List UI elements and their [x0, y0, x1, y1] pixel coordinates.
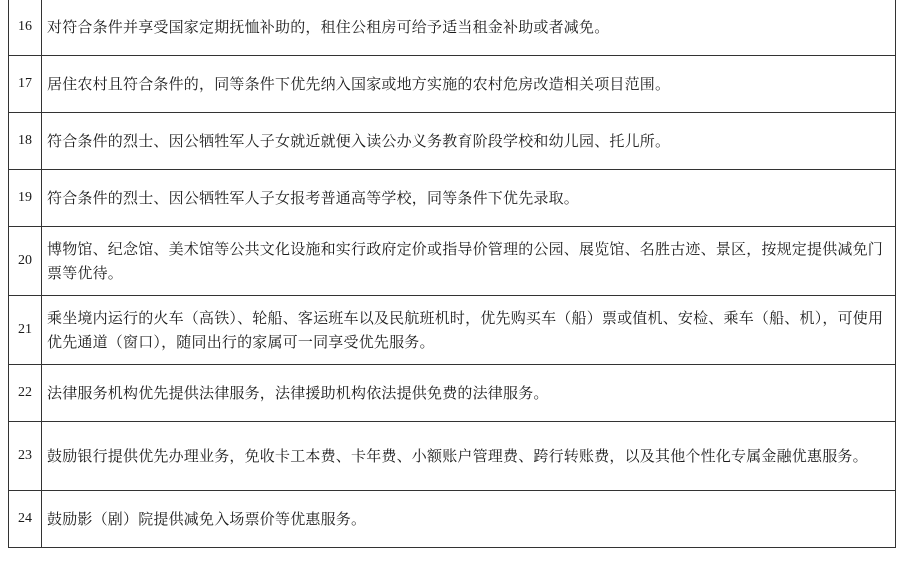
row-number: 19 — [9, 170, 42, 227]
row-text: 乘坐境内运行的火车（高铁）、轮船、客运班车以及民航班机时，优先购买车（船）票或值机、安检、乘车（船、机），可使用优先通道（窗口），随同出行的家属可一同享受优先服务。 — [42, 296, 896, 365]
row-number: 17 — [9, 56, 42, 113]
row-text: 博物馆、纪念馆、美术馆等公共文化设施和实行政府定价或指导价管理的公园、展览馆、名胜古迹、景区，按规定提供减免门票等优待。 — [42, 227, 896, 296]
benefits-table — [8, 0, 896, 548]
row-text: 鼓励银行提供优先办理业务，免收卡工本费、卡年费、小额账户管理费、跨行转账费，以及其他个性化专属金融优惠服务。 — [42, 422, 896, 491]
table-row — [9, 365, 896, 422]
row-text: 符合条件的烈士、因公牺牲军人子女报考普通高等学校，同等条件下优先录取。 — [42, 170, 896, 227]
table-row — [9, 491, 896, 548]
row-number: 24 — [9, 491, 42, 548]
row-text: 鼓励影（剧）院提供减免入场票价等优惠服务。 — [42, 491, 896, 548]
row-number: 21 — [9, 296, 42, 365]
row-number: 23 — [9, 422, 42, 491]
row-text: 对符合条件并享受国家定期抚恤补助的，租住公租房可给予适当租金补助或者减免。 — [42, 0, 896, 56]
row-number: 16 — [9, 0, 42, 56]
row-text: 居住农村且符合条件的，同等条件下优先纳入国家或地方实施的农村危房改造相关项目范围。 — [42, 56, 896, 113]
row-number: 22 — [9, 365, 42, 422]
table-row — [9, 113, 896, 170]
table-row — [9, 170, 896, 227]
row-number: 18 — [9, 113, 42, 170]
row-text: 符合条件的烈士、因公牺牲军人子女就近就便入读公办义务教育阶段学校和幼儿园、托儿所。 — [42, 113, 896, 170]
table-row — [9, 0, 896, 56]
table-row — [9, 227, 896, 296]
table-row — [9, 422, 896, 491]
table-row — [9, 56, 896, 113]
row-number: 20 — [9, 227, 42, 296]
table-row — [9, 296, 896, 365]
row-text: 法律服务机构优先提供法律服务，法律援助机构依法提供免费的法律服务。 — [42, 365, 896, 422]
